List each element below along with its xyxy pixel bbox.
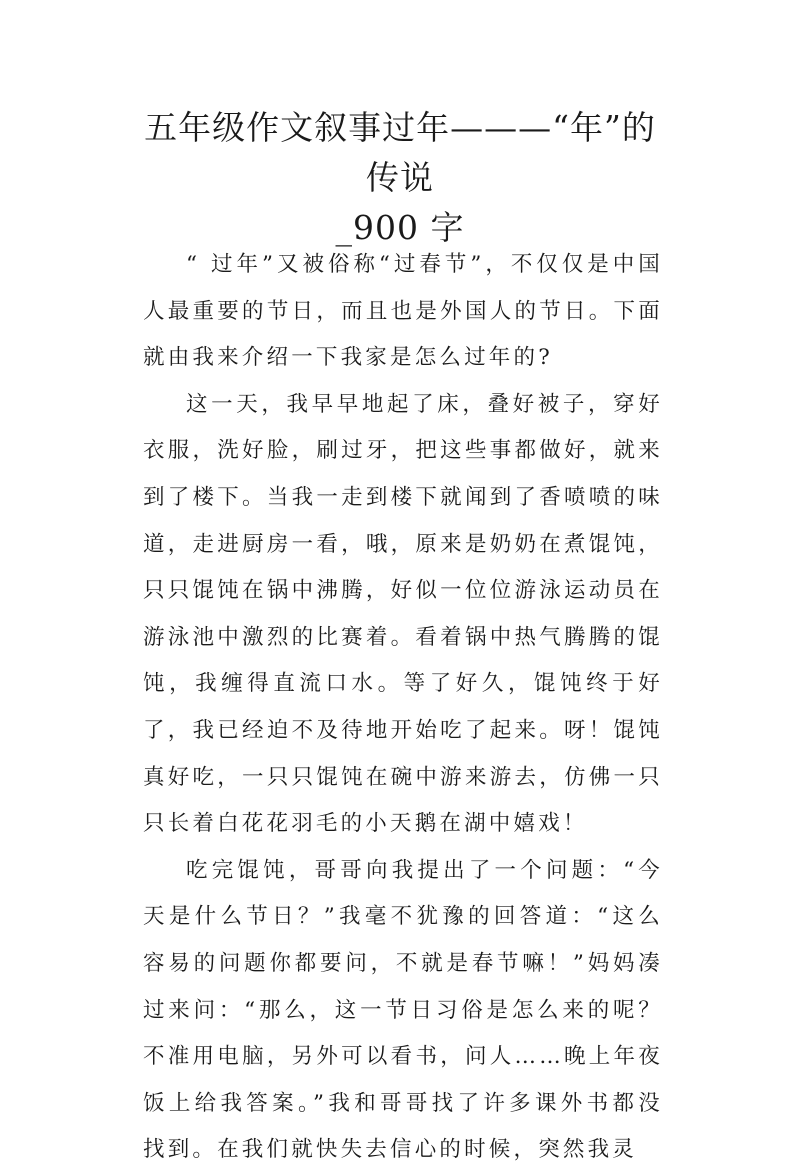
- document-body: [143, 242, 663, 1174]
- title-line-2: _900 字: [335, 208, 465, 247]
- title-line-1: 五年级作文叙事过年———“年”的传说: [144, 108, 656, 197]
- document-title: [130, 103, 670, 253]
- paragraph-intro: “ 过年”又被俗称“过春节”，不仅仅是中国人最重要的节日，而且也是外国人的节日。下面就由我来介绍一下我家是怎么过年的?: [143, 252, 663, 371]
- paragraph-morning: 这一天，我早早地起了床，叠好被子，穿好衣服，洗好脸，刷过牙，把这些事都做好，就来到了楼下。当我一走到楼下就闻到了香喷喷的味道，走进厨房一看，哦，原来是奶奶在煮馄饨，只只馄饨在锅中沸腾，好似一位位游泳运动员在游泳池中激烈的比赛着。看着锅中热气腾腾的馄饨，我缠得直流口水。等了好久，馄饨终于好了，我已经迫不及待地开始吃了起来。呀！馄饨真好吃，一只只馄饨在碗中游来游去，仿佛一只只长着白花花羽毛的小天鹅在湖中嬉戏！: [143, 391, 663, 837]
- paragraph-question: 吃完馄饨，哥哥向我提出了一个问题：“今天是什么节日？”我毫不犹豫的回答道：“这么容易的问题你都要问，不就是春节嘛！”妈妈凑过来问：“那么，这一节日习俗是怎么来的呢？不准用电脑，另外可以看书，问人……晚上年夜饭上给我答案。”我和哥哥找了许多课外书都没找到。在我们就快失去信心的时候，突然我灵: [143, 857, 663, 1163]
